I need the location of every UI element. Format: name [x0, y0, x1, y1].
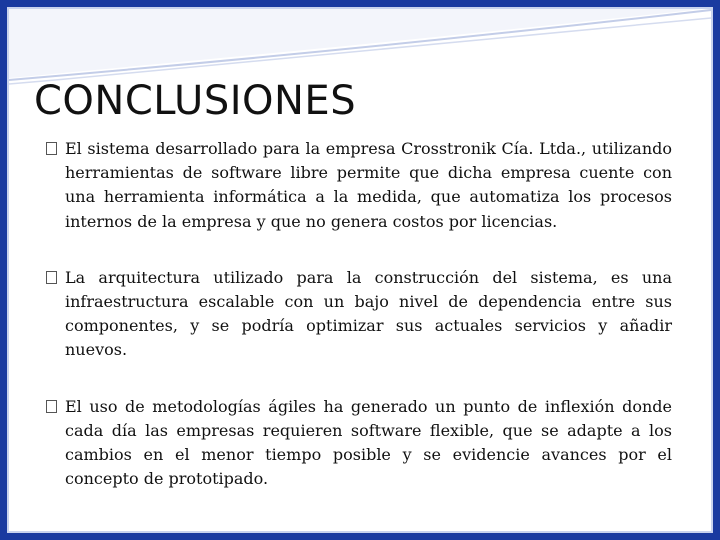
bullet-text: El sistema desarrollado para la empresa Crosstronik Cía. Ltda., utilizando herramientas de software libre permite que dicha empresa cuente con una herramienta informática a la medida, que automatiza los procesos internos de la empresa y que no genera costos por licencias. [65, 139, 672, 231]
bullet-box-icon [46, 271, 57, 284]
slide-title: CONCLUSIONES [34, 78, 357, 124]
bullet-item [46, 137, 672, 234]
bullet-text: La arquitectura utilizado para la construcción del sistema, es una infraestructura escalable con un bajo nivel de dependencia entre sus componentes, y se podría optimizar sus actuales servicios y añadir nuevos. [65, 267, 672, 360]
bullet-text: El uso de metodologías ágiles ha generado un punto de inflexión donde cada día las empresas requieren software flexible, que se adapte a los cambios en el menor tiempo posible y se evidencie avances por el concepto de prototipado. [65, 396, 672, 489]
bullet-box-icon [46, 400, 57, 413]
bullet-list [46, 137, 672, 523]
bullet-item [46, 395, 672, 492]
bullet-item [46, 266, 672, 363]
bullet-box-icon [46, 142, 57, 155]
